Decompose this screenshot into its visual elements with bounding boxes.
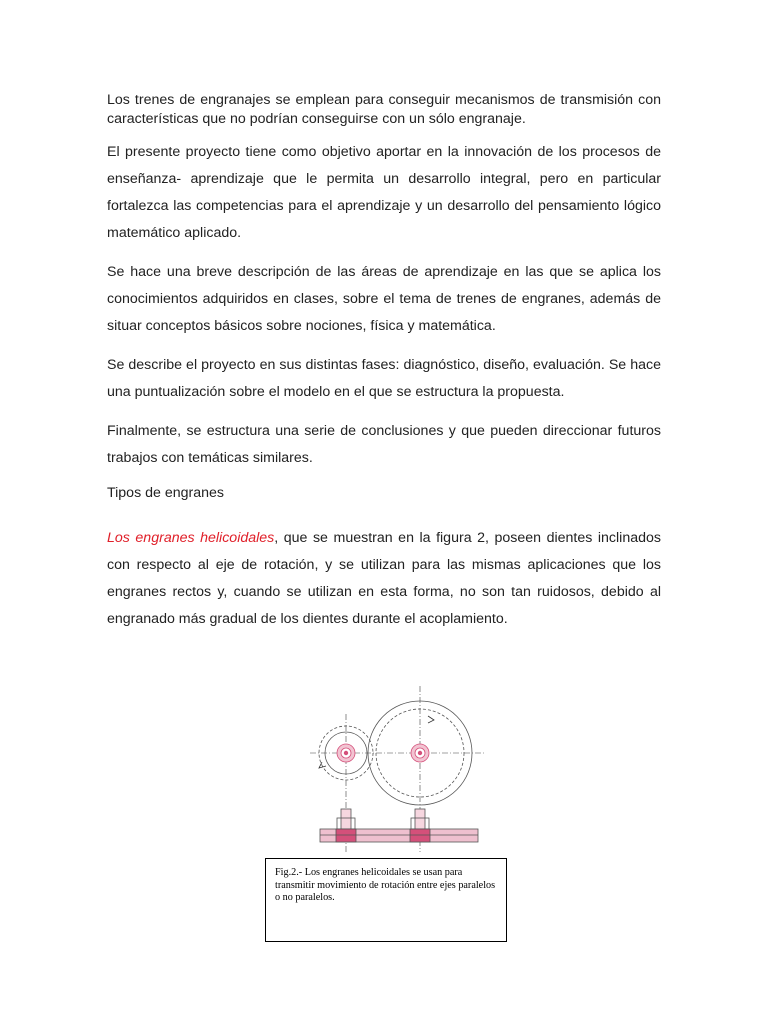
paragraph-helical-gears: [107, 525, 661, 633]
shaft-supports: [337, 809, 429, 829]
base-plate: [320, 829, 478, 842]
paragraph-phases: Se describe el proyecto en sus distintas fases: diagnóstico, diseño, evaluación. Se hace una puntualización sobre el modelo en el que se estructura la propuesta.: [107, 357, 661, 400]
highlighted-term: Los engranes helicoidales: [107, 530, 275, 546]
gear-figure: [308, 684, 488, 854]
paragraph-intro: Los trenes de engranajes se emplean para conseguir mecanismos de transmisión con características que no podrían conseguirse con un sólo engranaje.: [107, 92, 661, 127]
paragraph-areas: Se hace una breve descripción de las áreas de aprendizaje en las que se aplica los conocimientos adquiridos en clases, sobre el tema de trenes de engranes, además de situar conceptos básicos sobre nociones, física y matemática.: [107, 264, 661, 334]
paragraph-conclusions: Finalmente, se estructura una serie de conclusiones y que pueden direccionar futuros trabajos con temáticas similares.: [107, 423, 661, 466]
section-heading: Tipos de engranes: [107, 485, 224, 501]
figure-caption: Fig.2.- Los engranes helicoidales se usan para transmitir movimiento de rotación entre ejes paralelos o no paralelos.: [265, 858, 507, 942]
paragraph-helical-gears-text: , que se muestran en la figura 2, poseen dientes inclinados con respecto al eje de rotación, y se utilizan para las mismas aplicaciones que los engranes rectos y, cuando se utilizan en esta forma, no son tan ruidosos, debido al engranado más gradual de los dientes durante el acoplamiento.: [107, 530, 661, 627]
document-body: [107, 91, 661, 645]
helical-gears-drawing: [308, 684, 488, 854]
paragraph-objective: El presente proyecto tiene como objetivo aportar en la innovación de los procesos de enseñanza- aprendizaje que le permita un desarrollo integral, pero en particular fortalezca las competencias para el aprendizaje y un desarrollo del pensamiento lógico matemático aplicado.: [107, 144, 661, 241]
